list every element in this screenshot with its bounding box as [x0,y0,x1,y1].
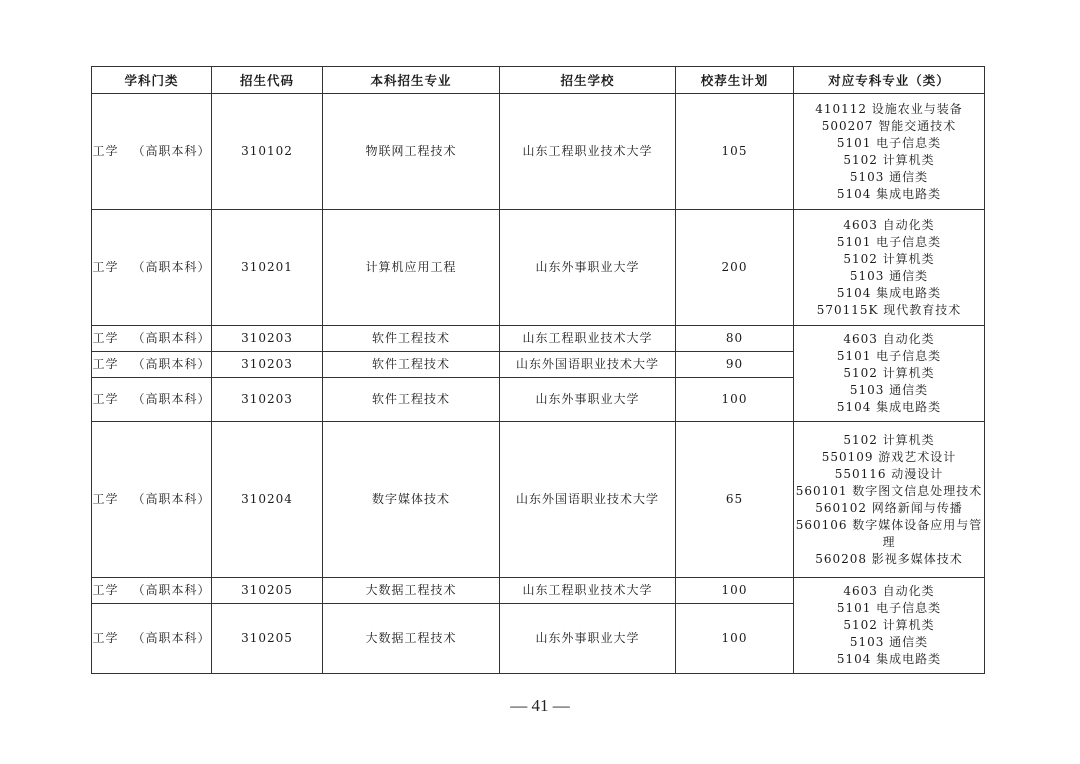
related-major: 5104 集成电路类 [836,186,942,201]
related-major: 550116 动漫设计 [834,466,944,481]
major-cell: 物联网工程技术 [323,94,500,210]
category-cell: 工学 （高职本科） [92,604,212,674]
table-row [92,422,985,578]
related-major: 5104 集成电路类 [836,400,942,414]
related-major: 5101 电子信息类 [836,135,942,150]
code-cell: 310203 [212,378,323,422]
related-major: 5101 电子信息类 [836,234,942,249]
school-cell: 山东外事职业大学 [500,210,676,326]
major-cell: 软件工程技术 [323,352,500,378]
related-major: 5101 电子信息类 [836,349,942,363]
page-number: — 41 — [510,696,570,715]
related-majors-cell [794,94,985,210]
category-cell: 工学 （高职本科） [92,210,212,326]
related-major: 5103 通信类 [849,635,929,649]
related-major: 5102 计算机类 [843,152,935,167]
related-majors-cell [794,578,985,674]
related-major: 550109 游戏艺术设计 [821,449,957,464]
related-major: 5101 电子信息类 [836,601,942,615]
major-cell: 计算机应用工程 [323,210,500,326]
related-major: 5103 通信类 [849,169,929,184]
related-major: 4603 自动化类 [843,584,935,598]
category-cell: 工学 （高职本科） [92,422,212,578]
code-cell: 310205 [212,578,323,604]
header-plan: 校荐生计划 [676,67,794,94]
plan-cell: 90 [676,352,794,378]
major-cell: 软件工程技术 [323,326,500,352]
school-cell: 山东工程职业技术大学 [500,578,676,604]
related-major: 5102 计算机类 [843,432,935,447]
related-major: 500207 智能交通技术 [821,118,957,133]
school-cell: 山东工程职业技术大学 [500,94,676,210]
plan-cell: 100 [676,378,794,422]
related-majors-cell [794,422,985,578]
major-cell: 大数据工程技术 [323,578,500,604]
plan-cell: 100 [676,578,794,604]
category-cell: 工学 （高职本科） [92,378,212,422]
header-school: 招生学校 [500,67,676,94]
related-major: 560101 数字图文信息处理技术 [795,483,983,498]
table-row [92,94,985,210]
code-cell: 310201 [212,210,323,326]
category-cell: 工学 （高职本科） [92,352,212,378]
table-row [92,326,985,352]
plan-cell: 65 [676,422,794,578]
category-cell: 工学 （高职本科） [92,326,212,352]
related-major: 5102 计算机类 [843,251,935,266]
plan-cell: 100 [676,604,794,674]
related-major: 5102 计算机类 [843,618,935,632]
related-major: 560208 影视多媒体技术 [815,551,963,566]
code-cell: 310204 [212,422,323,578]
school-cell: 山东外国语职业技术大学 [500,352,676,378]
related-major: 5103 通信类 [849,383,929,397]
related-major: 560106 数字媒体设备应用与管理 [795,517,983,549]
code-cell: 310203 [212,326,323,352]
code-cell: 310203 [212,352,323,378]
related-major: 570115K 现代教育技术 [816,302,962,317]
related-major: 410112 设施农业与装备 [815,101,963,116]
related-major: 4603 自动化类 [843,332,935,346]
major-cell: 数字媒体技术 [323,422,500,578]
related-major: 5104 集成电路类 [836,285,942,300]
related-majors-cell [794,210,985,326]
related-major: 5103 通信类 [849,268,929,283]
plan-cell: 80 [676,326,794,352]
header-category: 学科门类 [92,67,212,94]
major-cell: 软件工程技术 [323,378,500,422]
plan-cell: 105 [676,94,794,210]
related-major: 560102 网络新闻与传播 [815,500,963,515]
school-cell: 山东工程职业技术大学 [500,326,676,352]
enrollment-table [91,66,985,674]
code-cell: 310205 [212,604,323,674]
category-cell: 工学 （高职本科） [92,578,212,604]
related-major: 4603 自动化类 [843,217,935,232]
school-cell: 山东外事职业大学 [500,378,676,422]
related-major: 5102 计算机类 [843,366,935,380]
major-cell: 大数据工程技术 [323,604,500,674]
category-cell: 工学 （高职本科） [92,94,212,210]
header-code: 招生代码 [212,67,323,94]
related-major: 5104 集成电路类 [836,652,942,666]
header-major: 本科招生专业 [323,67,500,94]
header-related: 对应专科专业（类） [794,67,985,94]
school-cell: 山东外国语职业技术大学 [500,422,676,578]
table-row [92,210,985,326]
table-row [92,578,985,604]
code-cell: 310102 [212,94,323,210]
plan-cell: 200 [676,210,794,326]
related-majors-cell [794,326,985,422]
header-row [92,67,985,94]
school-cell: 山东外事职业大学 [500,604,676,674]
